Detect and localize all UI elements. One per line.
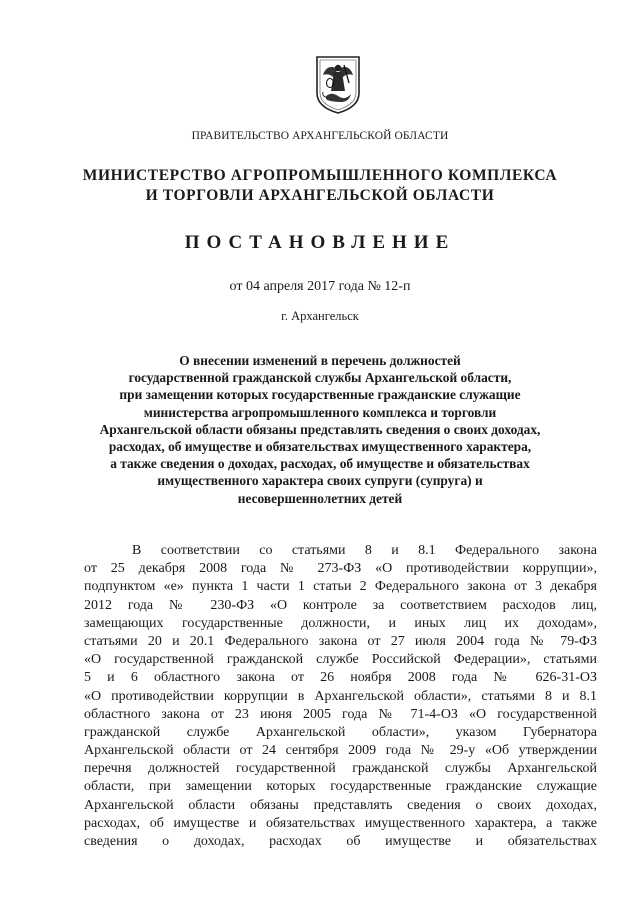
ministry-line: МИНИСТЕРСТВО АГРОПРОМЫШЛЕННОГО КОМПЛЕКСА <box>82 167 558 184</box>
date-and-number: от 04 апреля 2017 года № 12-п <box>229 279 411 294</box>
title-line: при замещении которых государственные гражданские служащие <box>119 387 521 403</box>
body-line: областного закона от 23 июня 2005 года № 71-4-ОЗ «О государственной <box>84 706 597 722</box>
title-line: министерства агропромышленного комплекса и торговли <box>143 404 497 420</box>
body-line: статьями 20 и 20.1 Федерального закона от 27 июля 2004 года № 79-ФЗ <box>84 633 597 649</box>
title-line: а также сведения о доходах, расходах, об имуществе и обязательствах <box>110 456 530 472</box>
government-name: ПРАВИТЕЛЬСТВО АРХАНГЕЛЬСКОЙ ОБЛАСТИ <box>191 130 449 142</box>
body-line: «О противодействии коррупции в Архангельской области», статьями 8 и 8.1 <box>84 688 597 704</box>
title-line: государственной гражданской службы Архангельской области, <box>128 370 512 386</box>
body-line: подпунктом «е» пункта 1 части 1 статьи 2 Федерального закона от 3 декабря <box>84 579 597 595</box>
title-line: О внесении изменений в перечень должностей <box>179 353 461 368</box>
arkhangelsk-coat-of-arms-icon <box>313 53 363 115</box>
body-line: расходах, об имуществе и обязательствах имущественного характера, а также <box>84 815 597 831</box>
body-line: перечня должностей государственной гражданской службы Архангельской <box>84 761 597 777</box>
title-line: имущественного характера своих супруги (супруга) и <box>157 473 483 489</box>
document-type-heading: ПОСТАНОВЛЕНИЕ <box>184 232 456 253</box>
body-line: «О государственной гражданской службе Российской Федерации», статьями <box>84 652 597 668</box>
body-line: В соответствии со статьями 8 и 8.1 Федерального закона <box>132 543 597 558</box>
body-line: от 25 декабря 2008 года № 273-ФЗ «О противодействии коррупции», <box>84 561 597 577</box>
body-line: 2012 года № 230-ФЗ «О контроле за соответствием расходов лиц, <box>84 597 597 613</box>
body-line: Архангельской области обязаны представлять сведения о своих доходах, <box>84 797 597 813</box>
ministry-line: И ТОРГОВЛИ АРХАНГЕЛЬСКОЙ ОБЛАСТИ <box>145 187 495 204</box>
document-title <box>60 352 580 507</box>
title-line: Архангельской области обязаны представлять сведения о своих доходах, <box>99 421 541 437</box>
body-line: сведения о доходах, расходах об имуществе и обязательствах <box>84 834 597 849</box>
title-line: расходах, об имуществе и обязательствах имущественного характера, <box>108 439 532 455</box>
body-line: Архангельской области от 24 сентября 2009 года № 29-у «Об утверждении <box>84 743 597 759</box>
city: г. Архангельск <box>281 309 359 323</box>
body-paragraph <box>84 542 597 851</box>
title-line: несовершеннолетних детей <box>237 490 403 506</box>
ministry-name <box>0 166 640 206</box>
body-line: 5 и 6 областного закона от 26 ноября 2008 года № 626-31-ОЗ <box>84 670 597 686</box>
body-line: замещающих государственные должности, и иных лиц их доходам», <box>84 615 597 631</box>
body-line: гражданской службе Архангельской области», указом Губернатора <box>84 724 597 740</box>
body-line: области, при замещении которых государственные гражданские служащие <box>84 779 597 795</box>
